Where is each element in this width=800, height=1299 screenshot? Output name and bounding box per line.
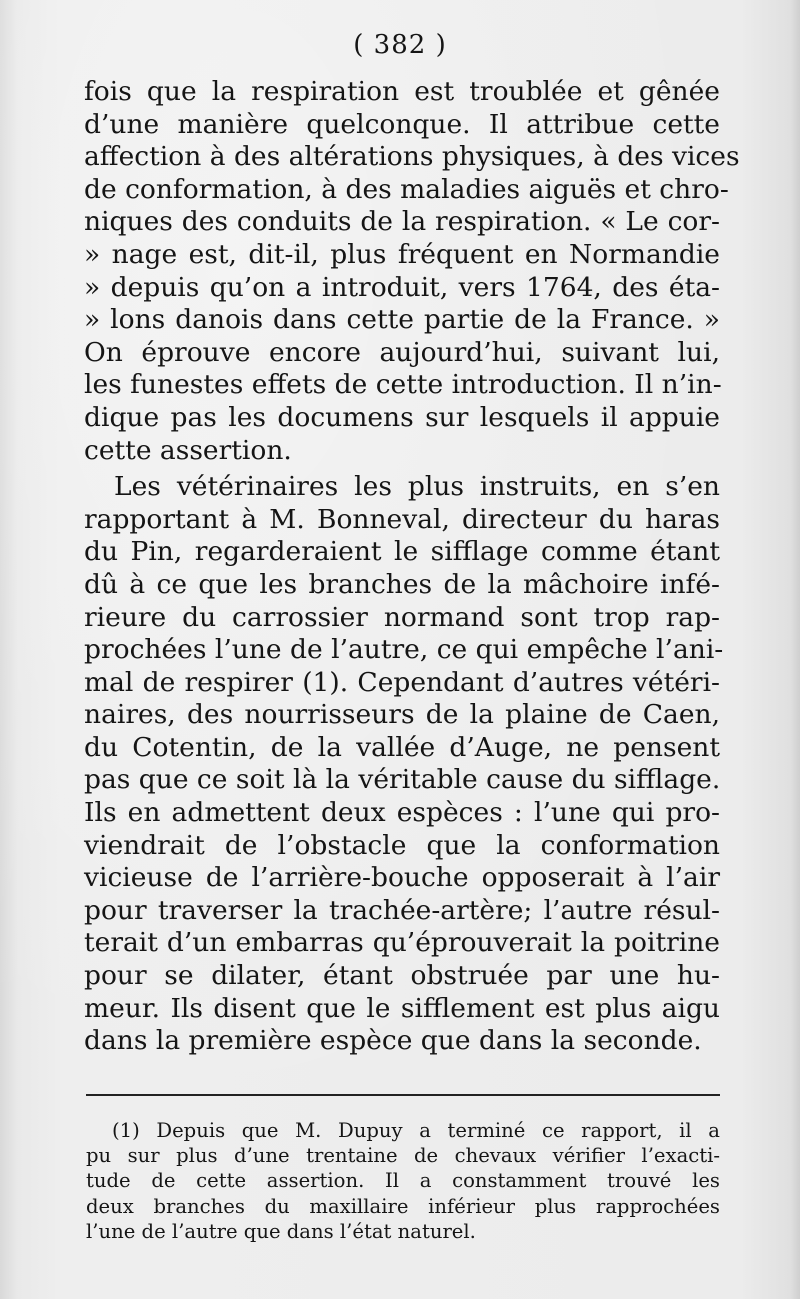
text-line: du Pin, regarderaient le sifflage comme étant [84, 536, 720, 568]
footnote-rule [86, 1094, 720, 1096]
text-line: » depuis qu’on a introduit, vers 1764, des éta- [84, 271, 720, 303]
text-line: terait d’un embarras qu’éprouverait la poitrine [84, 927, 720, 959]
footnote [86, 1118, 720, 1244]
text-line: » lons danois dans cette partie de la France. » [84, 304, 720, 336]
text-line: du Cotentin, de la vallée d’Auge, ne pensent [84, 731, 720, 763]
text-line: de conformation, à des maladies aiguës et chro- [84, 173, 729, 205]
text-line: pour se dilater, étant obstruée par une hu- [84, 960, 720, 992]
text-line: viendrait de l’obstacle que la conformation [84, 829, 720, 861]
text-line: » nage est, dit-il, plus fréquent en Normandie [84, 238, 720, 270]
text-line: prochées l’une de l’autre, ce qui empêche l’ani- [84, 634, 724, 666]
text-line: naires, des nourrisseurs de la plaine de Caen, [84, 699, 720, 731]
text-line: dans la première espèce que dans la seconde. [84, 1025, 702, 1057]
text-line: On éprouve encore aujourd’hui, suivant lui, [84, 336, 720, 368]
text-line: pas que ce soit là la véritable cause du sifflage. [84, 764, 721, 796]
text-line: d’une manière quelconque. Il attribue cette [84, 108, 720, 140]
text-line: affection à des altérations physiques, à des vices [84, 141, 740, 173]
text-line: dû à ce que les branches de la mâchoire infé- [84, 568, 720, 600]
text-line: cette assertion. [84, 434, 292, 466]
text-line: fois que la respiration est troublée et gênée [84, 76, 720, 107]
text-line: les funestes effets de cette introduction. Il n’in- [84, 369, 722, 401]
footnote-line: l’une de l’autre que dans l’état naturel. [86, 1219, 476, 1243]
footnote-line: (1) Depuis que M. Dupuy a terminé ce rapport, il a [112, 1119, 720, 1142]
text-line: niques des conduits de la respiration. « Le cor- [84, 206, 720, 238]
footnote-line: tude de cette assertion. Il a constamment trouvé les [86, 1169, 720, 1193]
text-line: Ils en admettent deux espèces : l’une qui pro- [84, 797, 720, 829]
text-line: meur. Ils disent que le sifflement est plus aigu [84, 992, 720, 1024]
text-line: Les vétérinaires les plus instruits, en s’en [114, 471, 720, 503]
text-line: rapportant à M. Bonneval, directeur du haras [84, 503, 720, 535]
text-line: rieure du carrossier normand sont trop rap- [84, 601, 720, 633]
text-line: mal de respirer (1). Cependant d’autres vétéri- [84, 666, 720, 698]
footnote-line: pu sur plus d’une trentaine de chevaux vérifier l’exacti- [86, 1144, 720, 1168]
text-line: dique pas les documens sur lesquels il appuie [84, 401, 720, 433]
main-text [84, 76, 740, 1058]
page-number: ( 382 ) [353, 30, 447, 60]
text-line: vicieuse de l’arrière-bouche opposerait à l’air [84, 862, 720, 894]
text-line: pour traverser la trachée-artère; l’autre résul- [84, 894, 720, 926]
footnote-line: deux branches du maxillaire inférieur plus rapprochées [86, 1194, 720, 1218]
